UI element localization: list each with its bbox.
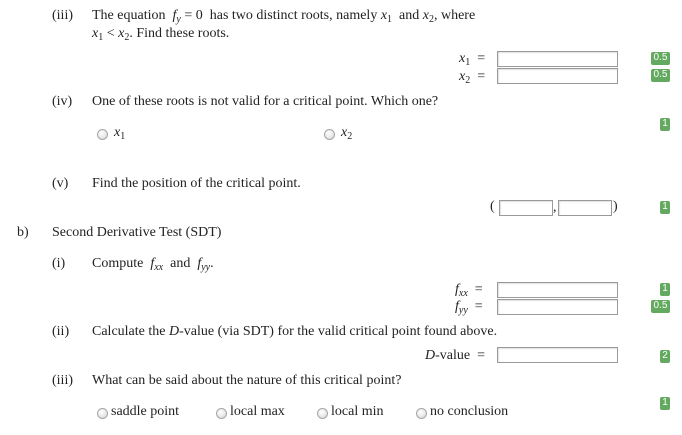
- math-x: x: [459, 51, 466, 66]
- math-f: f: [455, 282, 459, 297]
- math-d: D: [425, 348, 436, 363]
- math-sub: xx: [458, 288, 468, 299]
- points-badge: 0.5: [651, 300, 670, 313]
- points-badge: 2: [660, 350, 670, 363]
- radio-x1-label: [114, 125, 125, 142]
- part-v-question: Find the position of the critical point.: [92, 176, 301, 191]
- points-badge: 1: [660, 118, 670, 131]
- math-x2: x: [118, 26, 125, 41]
- points-badge: 0.5: [651, 52, 670, 65]
- math-sub: 1: [387, 14, 393, 25]
- math-x1: x: [92, 26, 99, 41]
- math-lt: <: [103, 26, 119, 41]
- radio-no-conclusion[interactable]: [416, 408, 427, 419]
- text: Calculate the: [92, 324, 166, 339]
- math-sub: 1: [465, 57, 471, 68]
- comma: ,: [553, 200, 557, 215]
- points-badge: 1: [660, 201, 670, 214]
- radio-local-max[interactable]: [216, 408, 227, 419]
- radio-x2-label: [341, 125, 352, 142]
- fxx-input[interactable]: [497, 282, 618, 298]
- math-f: f: [150, 256, 155, 271]
- math-sub: 1: [98, 32, 104, 43]
- math-sub: 2: [347, 131, 353, 142]
- part-b-label: b): [17, 225, 29, 240]
- math-f: f: [172, 8, 177, 23]
- text: The equation: [92, 8, 166, 23]
- radio-x2[interactable]: [324, 129, 335, 140]
- radio-saddle-point[interactable]: [97, 408, 108, 419]
- math-sub: y: [176, 14, 181, 25]
- part-v-number: (v): [52, 176, 69, 191]
- math-sub: 1: [120, 131, 126, 142]
- critical-point-y-input[interactable]: [558, 200, 612, 216]
- math-x2: x: [422, 8, 429, 23]
- part-iii-question-line2: [92, 26, 229, 43]
- radio-local-max-label: local max: [230, 404, 285, 419]
- radio-local-min[interactable]: [317, 408, 328, 419]
- points-badge: 1: [660, 397, 670, 410]
- radio-no-conclusion-label: no conclusion: [430, 404, 509, 419]
- open-paren: (: [490, 199, 495, 214]
- radio-local-min-label: local min: [331, 404, 384, 419]
- math-x1: x: [380, 8, 388, 23]
- b-iii-question: What can be said about the nature of this critical point?: [92, 373, 402, 388]
- fyy-label: [455, 299, 483, 316]
- b-i-number: (i): [52, 256, 66, 271]
- math-f: f: [455, 299, 459, 314]
- close-paren: ): [613, 199, 618, 214]
- text: and: [170, 256, 191, 271]
- part-iv-number: (iv): [52, 94, 73, 109]
- equals-sign: =: [477, 69, 486, 84]
- math-sub: xx: [154, 262, 164, 273]
- math-x: x: [114, 125, 121, 140]
- math-x: x: [459, 69, 466, 84]
- text: . Find these roots.: [129, 26, 230, 41]
- part-b-title: Second Derivative Test (SDT): [52, 225, 222, 240]
- part-iii-number: (iii): [52, 8, 73, 23]
- text: , where: [433, 8, 476, 23]
- part-iv-question: One of these roots is not valid for a critical point. Which one?: [92, 94, 439, 109]
- points-badge: 1: [660, 283, 670, 296]
- equals-sign: =: [474, 282, 483, 297]
- critical-point-x-input[interactable]: [499, 200, 553, 216]
- x2-input[interactable]: [497, 68, 618, 84]
- b-iii-number: (iii): [52, 373, 73, 388]
- fyy-input[interactable]: [497, 299, 618, 315]
- x1-label: [459, 51, 485, 68]
- x2-label: [459, 69, 485, 86]
- b-i-question: [92, 256, 214, 273]
- b-ii-question: [92, 324, 497, 340]
- text: -value (via SDT) for the valid critical point found above.: [179, 324, 498, 339]
- equals-sign: =: [474, 299, 483, 314]
- text: and: [399, 8, 420, 23]
- equals-sign: =: [477, 51, 486, 66]
- part-iii-question: [92, 8, 475, 25]
- math-sub: 2: [428, 14, 434, 25]
- text: .: [210, 256, 214, 271]
- x1-input[interactable]: [497, 51, 618, 67]
- equals-sign: =: [477, 348, 486, 363]
- math-x: x: [341, 125, 348, 140]
- text: has two distinct roots, namely: [209, 8, 378, 23]
- d-value-label: [425, 348, 485, 364]
- text: Compute: [92, 256, 144, 271]
- points-badge: 0.5: [651, 69, 670, 82]
- d-value-input[interactable]: [497, 347, 618, 363]
- math-sub: 2: [465, 75, 471, 86]
- math-sub: yy: [458, 305, 468, 316]
- fxx-label: [455, 282, 483, 299]
- math-d: D: [168, 324, 180, 339]
- math-sub: 2: [124, 32, 130, 43]
- math-eq: = 0: [180, 8, 203, 23]
- math-sub: yy: [201, 262, 211, 273]
- b-ii-number: (ii): [52, 324, 70, 339]
- math-f: f: [197, 256, 202, 271]
- text: -value: [435, 348, 471, 363]
- radio-x1[interactable]: [97, 129, 108, 140]
- radio-saddle-point-label: saddle point: [111, 404, 180, 419]
